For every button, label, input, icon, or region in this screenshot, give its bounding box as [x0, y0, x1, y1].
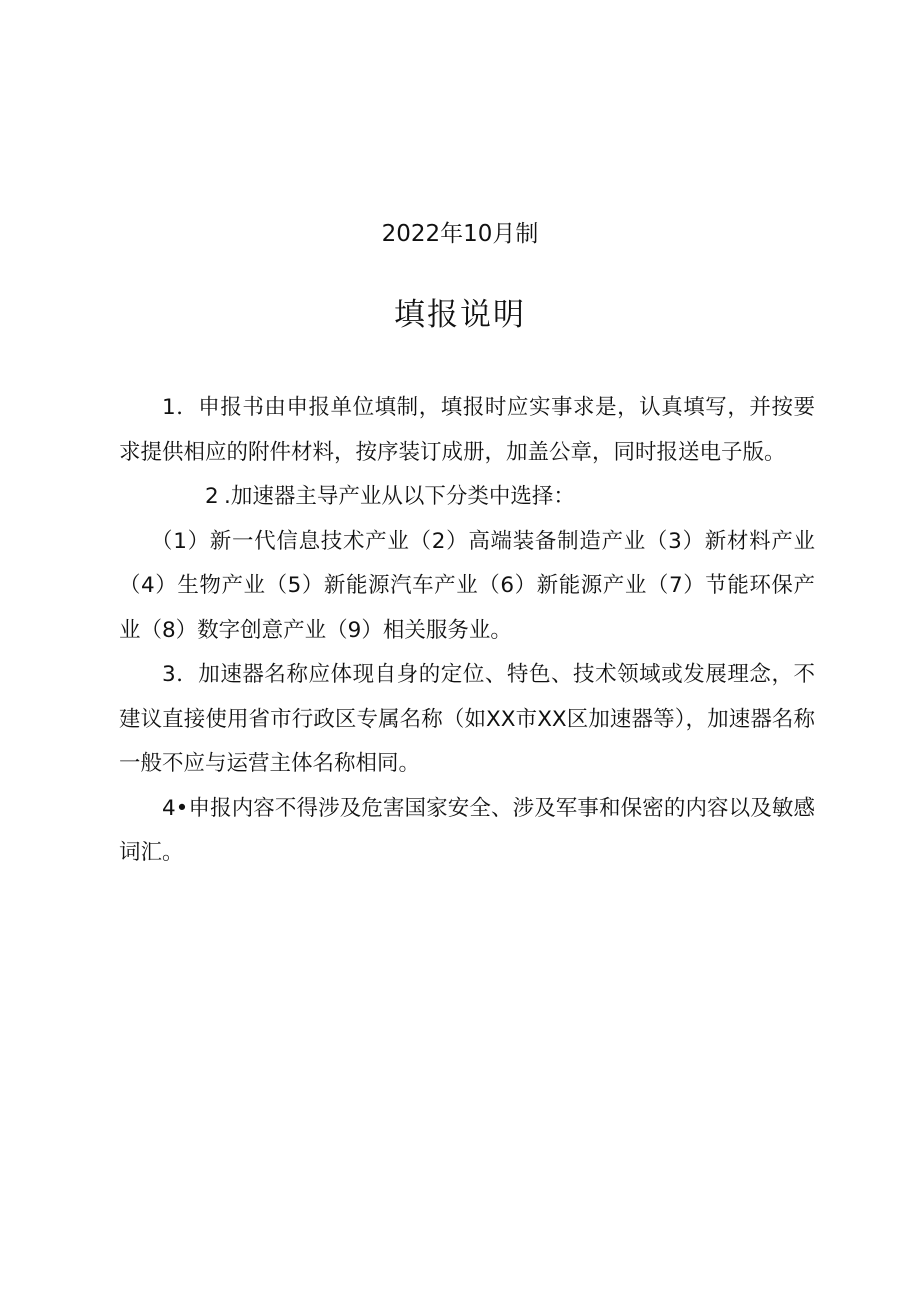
instruction-number: 4• — [162, 795, 189, 821]
page-title: 填报说明 — [394, 297, 526, 333]
instruction-item-2 — [119, 475, 815, 520]
instruction-text: 申报内容不得涉及危害国家安全、涉及军事和保密的内容以及敏感词汇。 — [119, 795, 815, 865]
instruction-number: 2 — [205, 484, 219, 509]
instruction-text: .加速器主导产业从以下分类中选择： — [224, 484, 575, 509]
instruction-item-3 — [119, 653, 815, 787]
instruction-text: 加速器名称应体现自身的定位、特色、技术领域或发展理念，不建议直接使用省市行政区专属名称（如XX市XX区加速器等），加速器名称一般不应与运营主体名称相同。 — [119, 662, 815, 776]
document-date: 2022年10月制 — [381, 221, 539, 247]
instructions-list — [119, 386, 815, 876]
instruction-text: 申报书由申报单位填制，填报时应实事求是，认真填写，并按要求提供相应的附件材料，按序装订成册，加盖公章，同时报送电子版。 — [119, 395, 815, 465]
instruction-item-4 — [119, 787, 815, 876]
instruction-item-1 — [119, 386, 815, 475]
industry-category-list — [119, 520, 815, 654]
instruction-number: 3． — [162, 662, 199, 687]
instruction-number: 1． — [162, 395, 199, 420]
industry-category-text: （1）新一代信息技术产业（2）高端装备制造产业（3）新材料产业（4）生物产业（5）新能源汽车产业（6）新能源产业（7）节能环保产业（8）数字创意产业（9）相关服务业。 — [119, 528, 815, 643]
